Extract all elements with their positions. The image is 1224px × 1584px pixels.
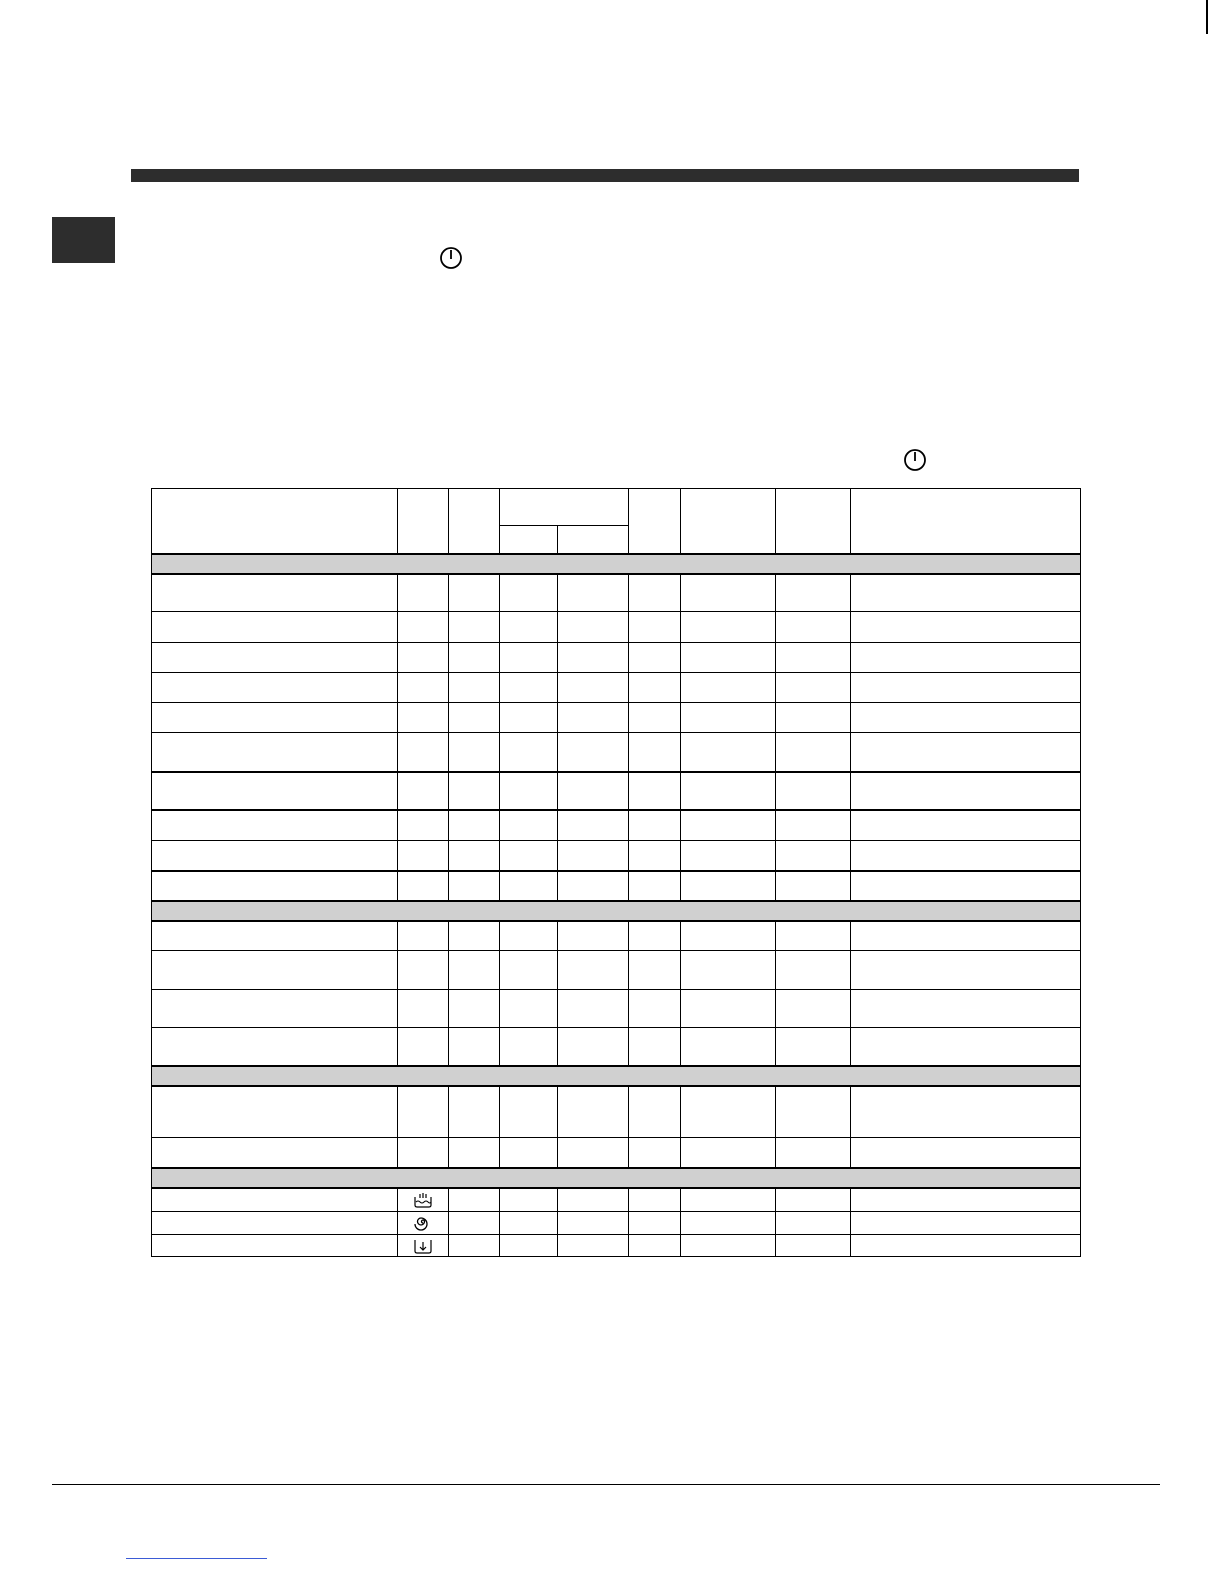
table-cell: [398, 703, 449, 733]
table-cell: [776, 643, 851, 673]
table-cell: [629, 612, 681, 643]
table-cell: [558, 1086, 629, 1138]
table-cell: [500, 1138, 558, 1168]
table-row: [152, 921, 1081, 951]
table-cell: [500, 921, 558, 951]
table-cell: [851, 1188, 1081, 1212]
table-cell: [152, 810, 398, 841]
table-cell: [449, 921, 500, 951]
table-cell: [500, 871, 558, 901]
header-cell: [500, 526, 558, 554]
table-cell: [851, 703, 1081, 733]
table-row: [152, 643, 1081, 673]
table-cell: [776, 772, 851, 810]
table-cell: [500, 673, 558, 703]
table-cell: [629, 1188, 681, 1212]
table-cell: [558, 841, 629, 871]
table-cell: [681, 574, 776, 612]
section-header-row: [152, 554, 1081, 574]
table-cell: [851, 871, 1081, 901]
table-cell: [558, 1188, 629, 1212]
header-cell: [681, 489, 776, 554]
section-header-row: [152, 1168, 1081, 1188]
header-cell: [449, 489, 500, 554]
table-cell: [449, 574, 500, 612]
table-cell: [449, 1212, 500, 1235]
table-cell: [776, 1188, 851, 1212]
table-cell: [851, 612, 1081, 643]
table-cell: [449, 1235, 500, 1257]
table-cell: [152, 772, 398, 810]
table-row: [152, 733, 1081, 772]
header-cell: [629, 489, 681, 554]
table-cell: [398, 1028, 449, 1066]
spin-icon: [398, 1212, 449, 1235]
table-cell: [558, 643, 629, 673]
table-cell: [681, 921, 776, 951]
table-cell: [558, 733, 629, 772]
table-cell: [558, 871, 629, 901]
table-cell: [681, 673, 776, 703]
table-cell: [776, 810, 851, 841]
table-cell: [558, 951, 629, 990]
table-cell: [152, 990, 398, 1028]
table-cell: [398, 871, 449, 901]
table-cell: [500, 643, 558, 673]
header-row: [152, 489, 1081, 526]
table-cell: [629, 1028, 681, 1066]
table-cell: [681, 1235, 776, 1257]
table-cell: [629, 1138, 681, 1168]
language-tab: [52, 217, 115, 263]
table-cell: [681, 871, 776, 901]
table-cell: [449, 1086, 500, 1138]
table-cell: [152, 1138, 398, 1168]
rinse-icon: [398, 1188, 449, 1212]
table-cell: [398, 612, 449, 643]
power-icon: [438, 245, 464, 271]
table-cell: [398, 951, 449, 990]
table-cell: [152, 1188, 398, 1212]
table-cell: [449, 643, 500, 673]
header-cell: [558, 526, 629, 554]
table-cell: [851, 951, 1081, 990]
table-cell: [558, 990, 629, 1028]
table-cell: [558, 1212, 629, 1235]
table-cell: [776, 1212, 851, 1235]
table-row: [152, 1138, 1081, 1168]
table-cell: [449, 612, 500, 643]
table-cell: [629, 733, 681, 772]
footer-rule: [52, 1484, 1160, 1485]
title-bar: [131, 169, 1079, 182]
table-cell: [152, 841, 398, 871]
table-cell: [681, 841, 776, 871]
table-cell: [681, 643, 776, 673]
table-cell: [851, 673, 1081, 703]
table-cell: [500, 733, 558, 772]
table-cell: [152, 673, 398, 703]
table-cell: [152, 1086, 398, 1138]
table-cell: [629, 990, 681, 1028]
table-cell: [398, 643, 449, 673]
table-cell: [629, 841, 681, 871]
table-cell: [776, 673, 851, 703]
table-cell: [558, 921, 629, 951]
table-cell: [558, 1235, 629, 1257]
table-cell: [152, 921, 398, 951]
table-cell: [851, 1138, 1081, 1168]
section-header: [152, 1066, 1081, 1086]
table-cell: [681, 772, 776, 810]
table-cell: [681, 1188, 776, 1212]
table-cell: [449, 1188, 500, 1212]
table-cell: [681, 951, 776, 990]
table-cell: [776, 612, 851, 643]
table-cell: [629, 772, 681, 810]
table-cell: [629, 703, 681, 733]
table-cell: [776, 951, 851, 990]
table-cell: [398, 990, 449, 1028]
table-cell: [398, 921, 449, 951]
table-cell: [449, 990, 500, 1028]
table-cell: [681, 990, 776, 1028]
table-cell: [681, 612, 776, 643]
table-cell: [776, 921, 851, 951]
table-cell: [449, 703, 500, 733]
footer-link[interactable]: [126, 1558, 267, 1559]
table-cell: [449, 1138, 500, 1168]
table-cell: [851, 574, 1081, 612]
table-cell: [776, 1138, 851, 1168]
table-cell: [776, 871, 851, 901]
table-cell: [558, 1138, 629, 1168]
table-cell: [629, 574, 681, 612]
table-cell: [629, 673, 681, 703]
table-cell: [629, 643, 681, 673]
table-cell: [681, 810, 776, 841]
table-row: [152, 772, 1081, 810]
table-cell: [449, 673, 500, 703]
table-cell: [152, 871, 398, 901]
table-cell: [629, 951, 681, 990]
table-cell: [851, 1212, 1081, 1235]
table-cell: [152, 643, 398, 673]
table-cell: [152, 574, 398, 612]
table-cell: [851, 772, 1081, 810]
table-cell: [558, 810, 629, 841]
table-row: [152, 841, 1081, 871]
table-cell: [681, 733, 776, 772]
section-header-row: [152, 901, 1081, 921]
table-cell: [449, 772, 500, 810]
programme-table: [151, 488, 1081, 1257]
table-cell: [152, 612, 398, 643]
table-cell: [851, 643, 1081, 673]
table-cell: [558, 574, 629, 612]
table-row: [152, 1188, 1081, 1212]
table-cell: [851, 810, 1081, 841]
table-cell: [558, 612, 629, 643]
table-row: [152, 612, 1081, 643]
section-header: [152, 901, 1081, 921]
table-cell: [629, 1212, 681, 1235]
table-cell: [851, 1235, 1081, 1257]
table-cell: [398, 810, 449, 841]
table-row: [152, 1028, 1081, 1066]
section-header: [152, 554, 1081, 574]
table-cell: [500, 1086, 558, 1138]
table-cell: [851, 1086, 1081, 1138]
table-cell: [500, 810, 558, 841]
section-header-row: [152, 1066, 1081, 1086]
table-cell: [776, 841, 851, 871]
header-cell: [776, 489, 851, 554]
table-row: [152, 673, 1081, 703]
table-cell: [558, 772, 629, 810]
table-cell: [776, 1028, 851, 1066]
table-cell: [152, 1235, 398, 1257]
header-cell: [500, 489, 629, 526]
header-cell: [152, 489, 398, 554]
table-row: [152, 951, 1081, 990]
table-row: [152, 990, 1081, 1028]
table-cell: [152, 733, 398, 772]
table-cell: [851, 990, 1081, 1028]
table-cell: [449, 1028, 500, 1066]
table-cell: [500, 841, 558, 871]
table-cell: [851, 1028, 1081, 1066]
table-cell: [629, 1235, 681, 1257]
table-cell: [500, 1028, 558, 1066]
table-cell: [500, 1188, 558, 1212]
table-cell: [681, 1028, 776, 1066]
table-row: [152, 871, 1081, 901]
table-cell: [500, 951, 558, 990]
header-cell: [398, 489, 449, 554]
table-row: [152, 703, 1081, 733]
table-cell: [558, 1028, 629, 1066]
table-cell: [398, 673, 449, 703]
table-cell: [398, 1086, 449, 1138]
table-cell: [629, 810, 681, 841]
table-cell: [851, 841, 1081, 871]
table-cell: [500, 612, 558, 643]
table-cell: [776, 733, 851, 772]
table-cell: [398, 574, 449, 612]
power-icon: [902, 447, 928, 473]
header-cell: [851, 489, 1081, 554]
table-cell: [629, 871, 681, 901]
table-cell: [500, 1212, 558, 1235]
table-cell: [449, 951, 500, 990]
table-cell: [398, 733, 449, 772]
table-cell: [681, 1212, 776, 1235]
table-cell: [152, 1028, 398, 1066]
table-cell: [152, 951, 398, 990]
table-cell: [152, 1212, 398, 1235]
section-header: [152, 1168, 1081, 1188]
table-cell: [776, 1086, 851, 1138]
table-cell: [449, 810, 500, 841]
table-cell: [681, 1086, 776, 1138]
table-cell: [629, 1086, 681, 1138]
table-cell: [398, 841, 449, 871]
drain-icon: [398, 1235, 449, 1257]
table-row: [152, 574, 1081, 612]
corner-mark: [1206, 0, 1208, 34]
table-cell: [629, 921, 681, 951]
table-cell: [851, 733, 1081, 772]
table-cell: [776, 990, 851, 1028]
table-cell: [500, 990, 558, 1028]
table-cell: [681, 703, 776, 733]
table-cell: [449, 733, 500, 772]
table-cell: [152, 703, 398, 733]
table-cell: [776, 703, 851, 733]
table-cell: [398, 772, 449, 810]
table-cell: [558, 673, 629, 703]
table-cell: [449, 841, 500, 871]
table-cell: [500, 772, 558, 810]
table-cell: [558, 703, 629, 733]
table-row: [152, 1212, 1081, 1235]
table-row: [152, 810, 1081, 841]
table-cell: [500, 574, 558, 612]
table-cell: [398, 1138, 449, 1168]
table-row: [152, 1086, 1081, 1138]
table-cell: [851, 921, 1081, 951]
table-cell: [776, 1235, 851, 1257]
table-cell: [500, 703, 558, 733]
table-cell: [449, 871, 500, 901]
table-cell: [776, 574, 851, 612]
table-row: [152, 1235, 1081, 1257]
table-cell: [500, 1235, 558, 1257]
table-cell: [681, 1138, 776, 1168]
